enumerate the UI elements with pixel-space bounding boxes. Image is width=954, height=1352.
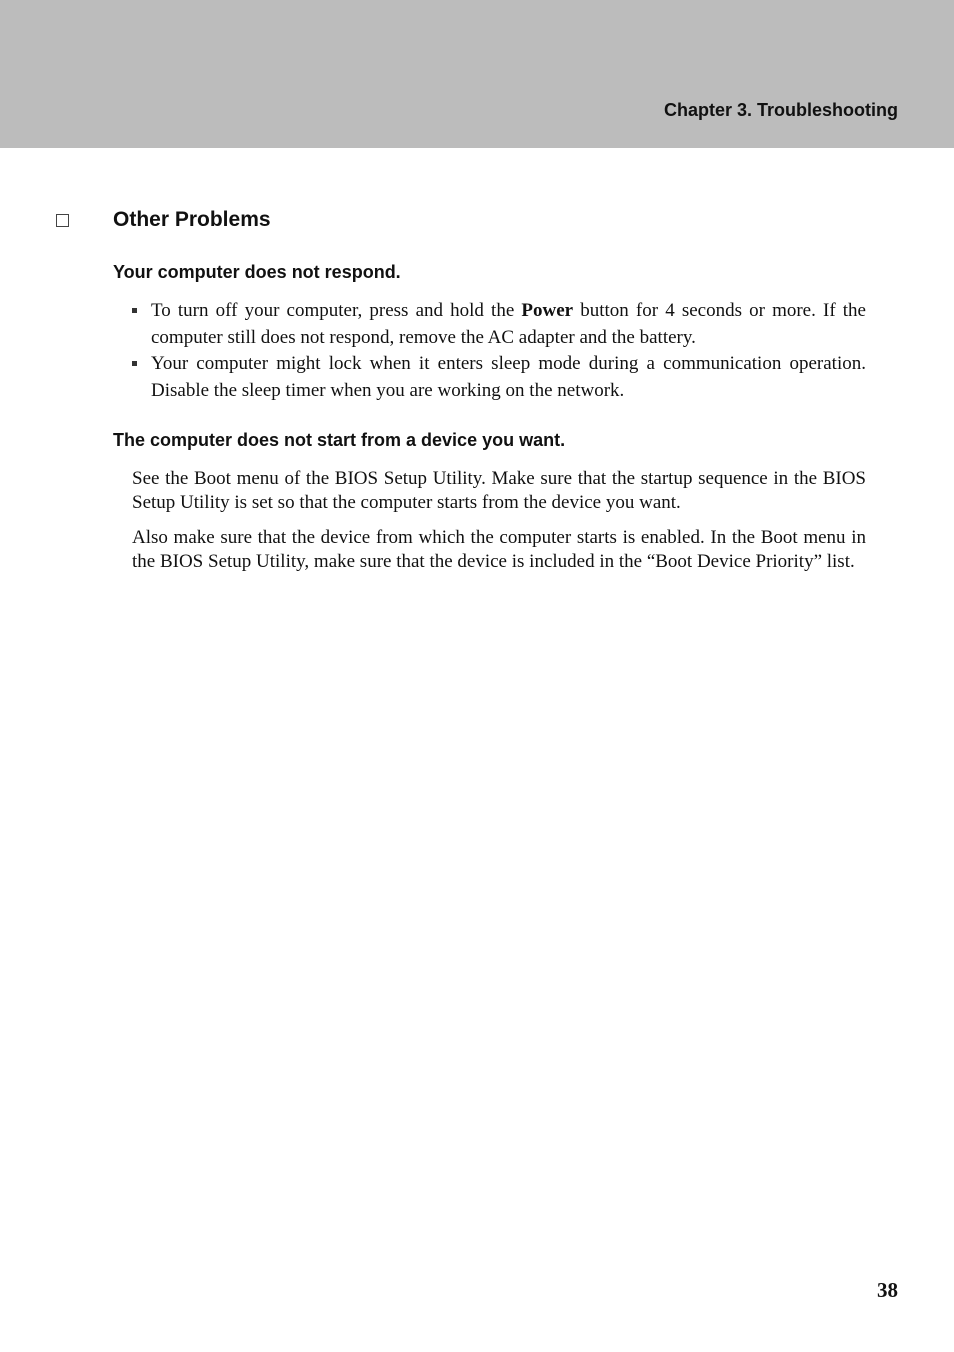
problem-heading-not-respond: Your computer does not respond. <box>113 262 401 282</box>
bullet-text: Your computer might lock when it enters sleep mode during a communication operation. Disable the sleep timer when you are working on the network. <box>151 353 866 401</box>
header-band <box>0 0 954 148</box>
section-square-icon <box>56 214 69 227</box>
bullet-square-icon <box>132 308 137 313</box>
bullet-text-after: button for 4 seconds or more. If the computer still does not respond, remove the AC adapter and the battery. <box>151 300 866 348</box>
bullet-square-icon <box>132 361 137 366</box>
list-item <box>132 298 866 351</box>
problem-heading-boot-device: The computer does not start from a device you want. <box>113 430 566 450</box>
section-title: Other Problems <box>113 208 271 231</box>
chapter-title: Chapter 3. Troubleshooting <box>663 100 898 120</box>
power-keyword: Power <box>521 300 574 321</box>
list-item <box>132 351 866 404</box>
bullet-text-before: To turn off your computer, press and hold the <box>151 300 522 321</box>
paragraph-boot-menu: See the Boot menu of the BIOS Setup Utility. Make sure that the startup sequence in the BIOS Setup Utility is set so that the computer starts from the device you want. <box>132 468 866 513</box>
bullet-list <box>132 298 866 404</box>
paragraph-boot-priority: Also make sure that the device from which the computer starts is enabled. In the Boot menu in the BIOS Setup Utility, make sure that the device is included in the “Boot Device Priority” list. <box>132 527 866 572</box>
page-number: 38 <box>877 1278 898 1302</box>
